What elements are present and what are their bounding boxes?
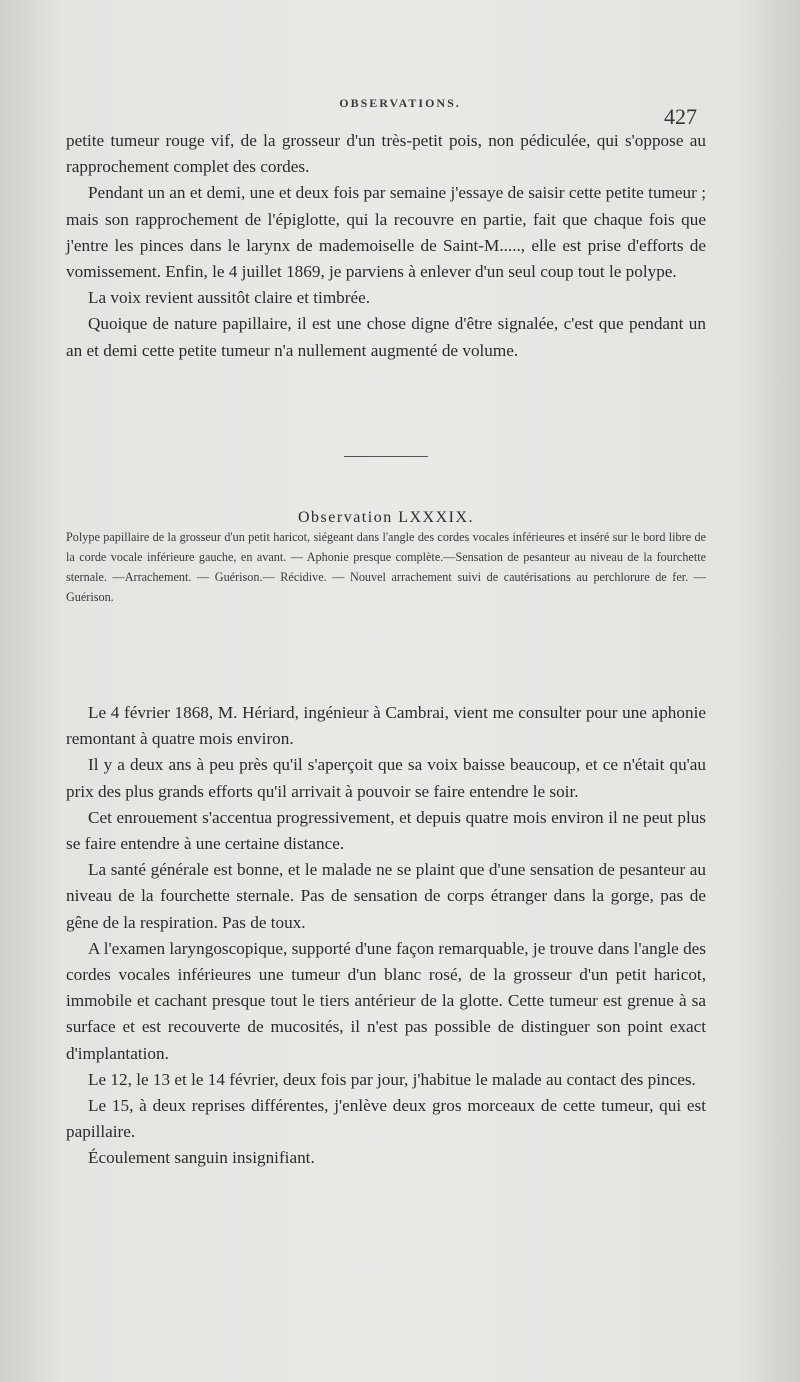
section-divider	[344, 456, 428, 457]
paragraph: La voix revient aussitôt claire et timbrée.	[88, 288, 371, 308]
paragraph: Quoique de nature papillaire, il est une chose digne d'être signalée, c'est que pendant un an et demi cette petite tumeur n'a nullement augmenté de volume.	[66, 314, 706, 360]
observation-title: Observation LXXXIX.	[297, 509, 475, 526]
paragraph: Il y a deux ans à peu près qu'il s'aperçoit que sa voix baisse beaucoup, et ce n'était qu'au prix des plus grands efforts qu'il arrivait à pouvoir se faire entendre le soir.	[66, 755, 706, 801]
observation-summary: Polype papillaire de la grosseur d'un petit haricot, siégeant dans l'angle des cordes vocales inférieures et inséré sur le bord libre de la corde vocale inférieure gauche, en avant. — Aphonie presque complète.—Sensation de pesanteur au niveau de la fourchette sternale. —Arrachement. — Guérison.— Récidive. — Nouvel arrachement suivi de cautérisations au perchlorure de fer. — Guérison.	[66, 530, 706, 604]
paragraph: Le 4 février 1868, M. Hériard, ingénieur à Cambrai, vient me consulter pour une aphonie remontant à quatre mois environ.	[66, 703, 706, 749]
observation-body	[66, 700, 706, 1172]
paragraph: Le 12, le 13 et le 14 février, deux fois par jour, j'habitue le malade au contact des pinces.	[88, 1069, 696, 1089]
continued-text	[66, 128, 706, 364]
page-number: 427	[664, 104, 697, 129]
paragraph: La santé générale est bonne, et le malade ne se plaint que d'une sensation de pesanteur au niveau de la fourchette sternale. Pas de sensation de corps étranger dans la gorge, pas de gêne de la respiration. Pas de toux.	[66, 860, 706, 932]
paragraph: petite tumeur rouge vif, de la grosseur d'un très-petit pois, non pédiculée, qui s'oppose au rapprochement complet des cordes.	[66, 131, 706, 177]
observation-header	[66, 442, 706, 607]
paragraph: Écoulement sanguin insignifiant.	[88, 1148, 315, 1168]
paragraph: Le 15, à deux reprises différentes, j'enlève deux gros morceaux de cette tumeur, qui est papillaire.	[66, 1096, 706, 1142]
running-title: OBSERVATIONS.	[339, 96, 461, 110]
paragraph: Cet enrouement s'accentua progressivement, et depuis quatre mois environ il ne peut plus se faire entendre à une certaine distance.	[66, 807, 706, 854]
paragraph: Pendant un an et demi, une et deux fois par semaine j'essaye de saisir cette petite tumeur ; mais son rapprochement de l'épiglotte, qui la recouvre en partie, fait que chaque fois que j'entre les pinces dans le larynx de mademoiselle de Saint-M....., elle est prise d'efforts de vomissement. Enfin, le 4 juillet 1869, je parviens à enlever d'un seul coup tout le polype.	[66, 183, 706, 282]
paragraph: A l'examen laryngoscopique, supporté d'une façon remarquable, je trouve dans l'angle des cordes vocales inférieures une tumeur d'un blanc rosé, de la grosseur d'un petit haricot, immobile et cachant presque tout le tiers antérieur de la glotte. Cette tumeur est grenue à sa surface et est recouverte de mucosités, il n'est pas possible de distinguer son point exact d'implantation.	[66, 938, 706, 1063]
